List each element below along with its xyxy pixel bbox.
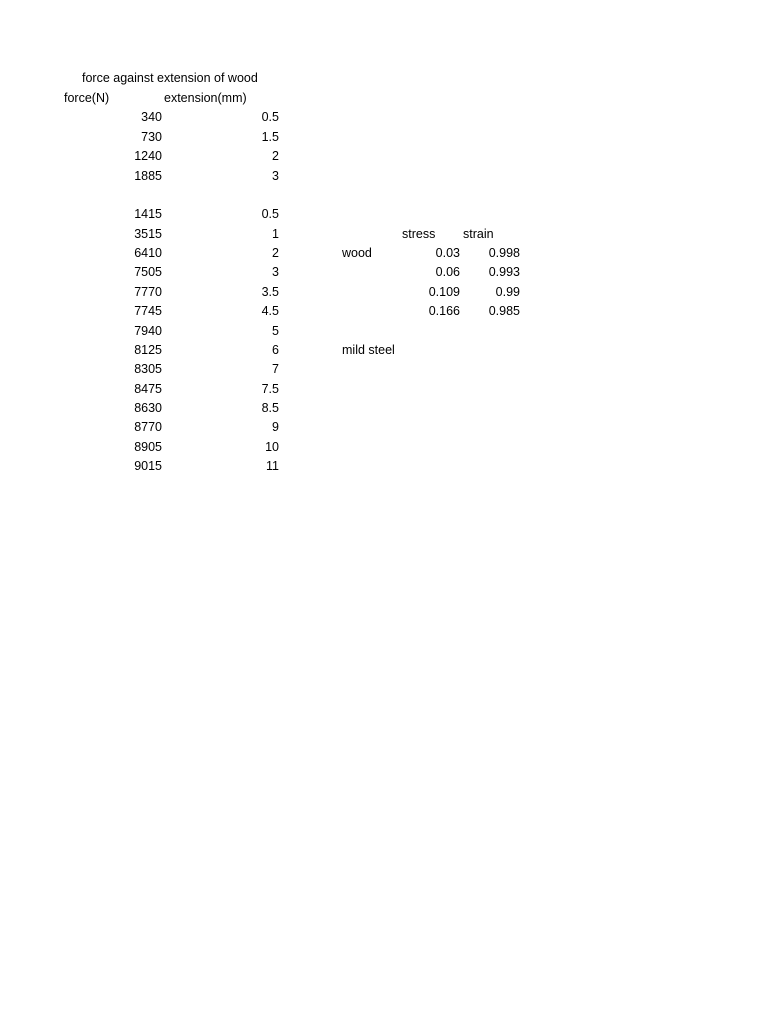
force-cell: 8125	[134, 343, 162, 357]
strain-cell: 0.99	[495, 285, 520, 299]
force-cell: 1415	[134, 207, 162, 221]
force-cell: 8770	[134, 420, 162, 434]
column-header-stress: stress	[402, 227, 436, 241]
stress-cell: 0.03	[435, 246, 460, 260]
column-header-extension: extension(mm)	[164, 91, 247, 105]
stress-cell: 0.166	[428, 304, 460, 318]
extension-cell: 9	[272, 420, 279, 434]
force-cell: 730	[141, 130, 162, 144]
extension-cell: 10	[265, 440, 279, 454]
extension-cell: 1.5	[261, 130, 279, 144]
extension-cell: 0.5	[261, 207, 279, 221]
extension-cell: 1	[272, 227, 279, 241]
force-cell: 340	[141, 110, 162, 124]
stress-cell: 0.06	[435, 265, 460, 279]
strain-cell: 0.993	[488, 265, 520, 279]
force-cell: 8905	[134, 440, 162, 454]
strain-cell: 0.998	[488, 246, 520, 260]
extension-cell: 3	[272, 265, 279, 279]
force-cell: 3515	[134, 227, 162, 241]
sheet-title: force against extension of wood	[82, 71, 258, 85]
extension-cell: 3	[272, 169, 279, 183]
extension-cell: 7	[272, 362, 279, 376]
force-cell: 8305	[134, 362, 162, 376]
extension-cell: 5	[272, 324, 279, 338]
extension-cell: 8.5	[261, 401, 279, 415]
row-label-mild-steel: mild steel	[342, 343, 395, 357]
row-label-wood: wood	[342, 246, 372, 260]
extension-cell: 6	[272, 343, 279, 357]
extension-cell: 3.5	[261, 285, 279, 299]
force-cell: 7940	[134, 324, 162, 338]
extension-cell: 4.5	[261, 304, 279, 318]
force-cell: 8475	[134, 382, 162, 396]
stress-cell: 0.109	[428, 285, 460, 299]
extension-cell: 11	[266, 459, 279, 473]
force-cell: 8630	[134, 401, 162, 415]
force-cell: 7770	[134, 285, 162, 299]
strain-cell: 0.985	[488, 304, 520, 318]
force-cell: 1240	[134, 149, 162, 163]
extension-cell: 2	[272, 246, 279, 260]
column-header-strain: strain	[463, 227, 494, 241]
force-cell: 9015	[134, 459, 162, 473]
force-cell: 6410	[134, 246, 162, 260]
force-cell: 1885	[134, 169, 162, 183]
extension-cell: 2	[272, 149, 279, 163]
force-cell: 7745	[134, 304, 162, 318]
extension-cell: 7.5	[261, 382, 279, 396]
force-cell: 7505	[134, 265, 162, 279]
column-header-force: force(N)	[64, 91, 110, 105]
extension-cell: 0.5	[261, 110, 279, 124]
